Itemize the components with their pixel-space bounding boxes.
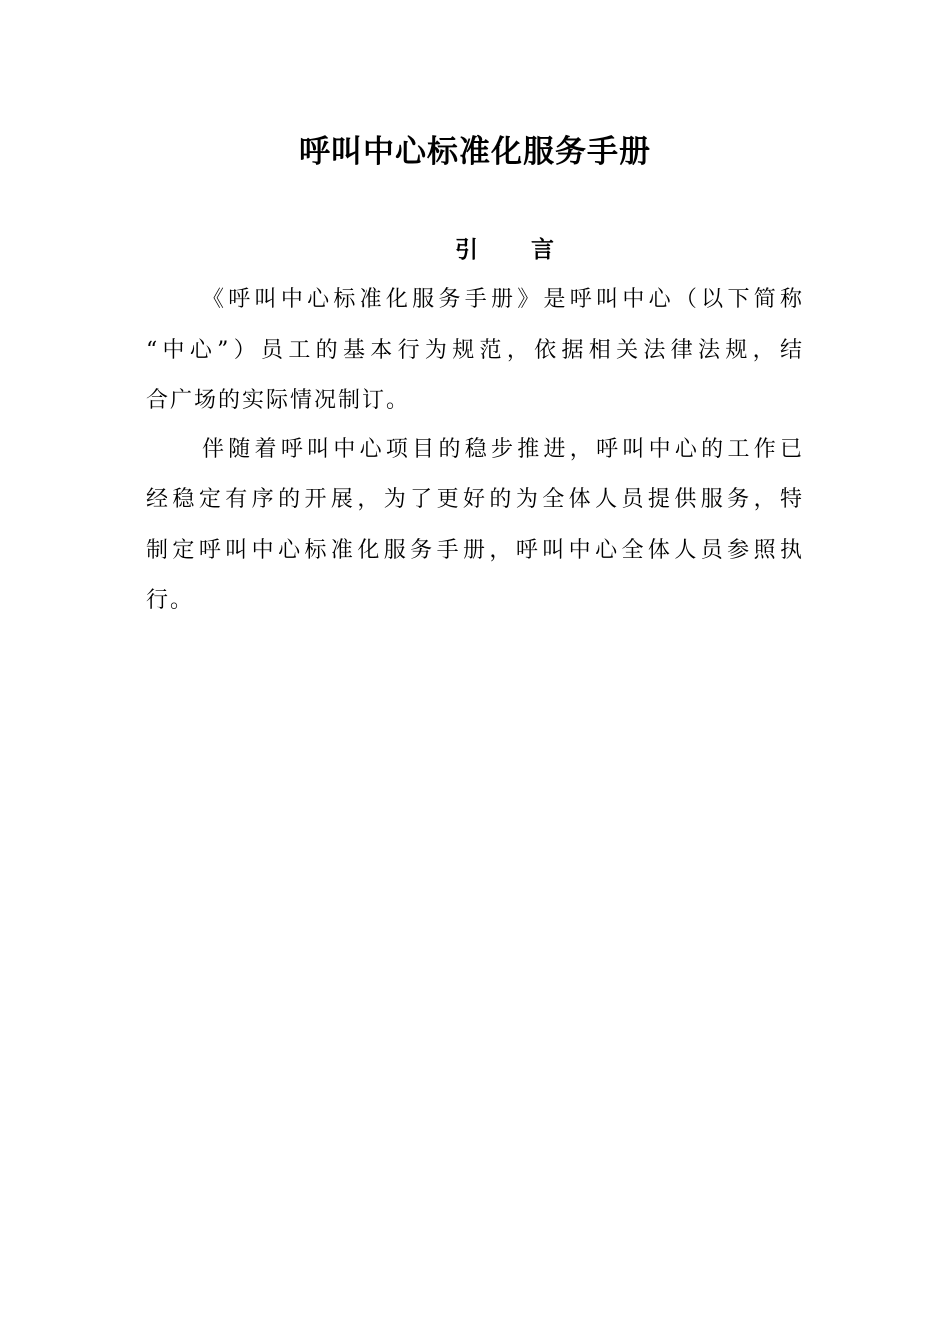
section-heading-char-1: 引: [455, 236, 478, 263]
section-heading-char-2: 言: [531, 236, 554, 263]
document-title: 呼叫中心标准化服务手册: [299, 134, 651, 170]
paragraph-1-line-3: 合广场的实际情况制订。: [146, 388, 411, 413]
paragraph-2-line-1: 伴随着呼叫中心项目的稳步推进，呼叫中心的工作已: [202, 437, 804, 462]
paragraph-2-line-2: 经稳定有序的开展，为了更好的为全体人员提供服务，特: [146, 487, 804, 512]
paragraph-1-line-1: 《呼叫中心标准化服务手册》是呼叫中心（以下简称: [202, 287, 804, 312]
paragraph-2-line-3: 制定呼叫中心标准化服务手册，呼叫中心全体人员参照执: [146, 538, 804, 563]
paragraph-1-line-2: “中心”）员工的基本行为规范，依据相关法律法规，结: [146, 338, 804, 363]
paragraph-2-line-4: 行。: [146, 588, 195, 613]
